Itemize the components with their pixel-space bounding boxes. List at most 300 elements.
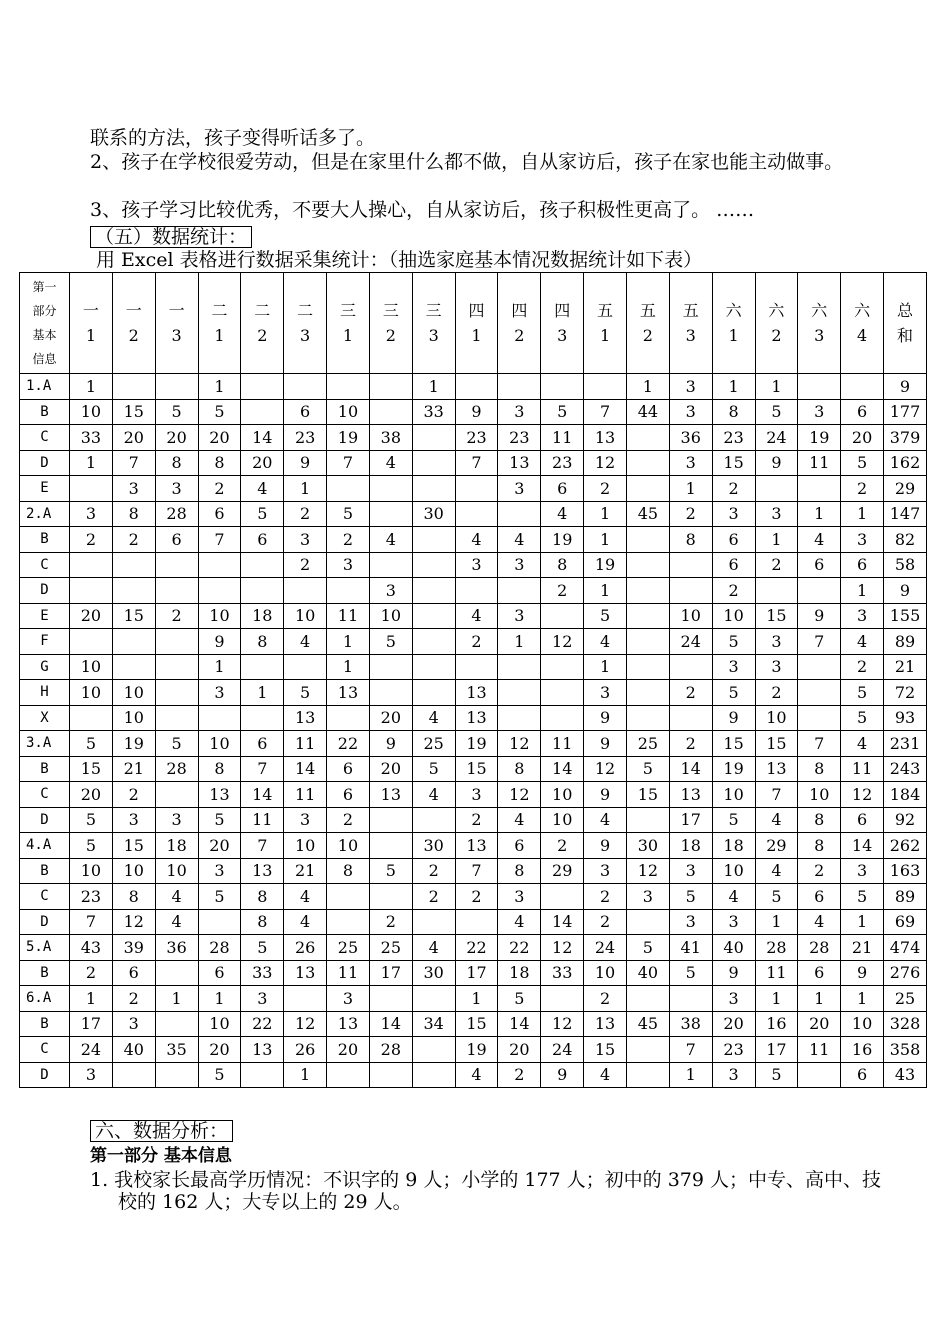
table-cell <box>541 884 584 910</box>
table-cell: 3 <box>669 450 712 476</box>
table-cell: 243 <box>884 756 927 782</box>
table-cell: 3 <box>712 501 755 527</box>
table-cell: 28 <box>798 935 841 961</box>
table-cell <box>155 578 198 604</box>
column-header <box>412 273 455 374</box>
table-cell: 89 <box>884 629 927 655</box>
table-cell <box>626 476 669 502</box>
table-cell: 474 <box>884 935 927 961</box>
table-cell <box>455 578 498 604</box>
column-header <box>755 273 798 374</box>
table-cell: 15 <box>112 833 155 859</box>
table-cell: 82 <box>884 527 927 553</box>
table-cell: 3 <box>498 884 541 910</box>
column-header <box>498 273 541 374</box>
table-cell <box>626 807 669 833</box>
table-cell: 9 <box>584 833 627 859</box>
column-header-text: 二 <box>211 301 228 320</box>
table-cell <box>241 374 284 400</box>
table-cell: 2 <box>584 476 627 502</box>
table-cell: 5 <box>327 501 370 527</box>
column-header <box>712 273 755 374</box>
table-cell: 184 <box>884 782 927 808</box>
section-6-heading-line <box>90 1120 880 1142</box>
table-row <box>20 1011 927 1037</box>
table-cell: 2 <box>284 552 327 578</box>
table-cell: 2 <box>841 654 884 680</box>
table-cell: 23 <box>712 1037 755 1063</box>
table-cell <box>412 629 455 655</box>
table-cell: 39 <box>112 935 155 961</box>
table-cell: 15 <box>712 450 755 476</box>
table-cell <box>455 374 498 400</box>
table-cell: 10 <box>841 1011 884 1037</box>
table-cell: 4 <box>498 527 541 553</box>
table-cell: 10 <box>541 782 584 808</box>
table-cell: 6 <box>712 527 755 553</box>
table-cell: 155 <box>884 603 927 629</box>
table-cell: 20 <box>369 705 412 731</box>
table-cell: 4 <box>584 807 627 833</box>
table-cell: 28 <box>155 501 198 527</box>
table-cell: 3 <box>70 1062 113 1088</box>
table-cell: 15 <box>455 1011 498 1037</box>
table-cell <box>112 552 155 578</box>
table-cell: 10 <box>541 807 584 833</box>
table-row <box>20 680 927 706</box>
column-header-text: 五 <box>682 301 699 320</box>
table-row <box>20 527 927 553</box>
table-cell: 2 <box>841 476 884 502</box>
table-cell <box>369 476 412 502</box>
table-cell: 22 <box>455 935 498 961</box>
table-cell <box>198 909 241 935</box>
table-cell: 6 <box>841 1062 884 1088</box>
row-label: D <box>20 1062 70 1088</box>
table-cell: 92 <box>884 807 927 833</box>
table-cell: 3 <box>755 501 798 527</box>
table-cell <box>284 654 327 680</box>
table-cell: 2 <box>327 527 370 553</box>
column-header <box>626 273 669 374</box>
table-cell <box>155 629 198 655</box>
table-cell: 4 <box>841 731 884 757</box>
table-row <box>20 501 927 527</box>
table-cell: 13 <box>241 1037 284 1063</box>
table-cell: 6 <box>327 782 370 808</box>
table-cell: 19 <box>541 527 584 553</box>
table-cell: 5 <box>155 731 198 757</box>
table-cell: 9 <box>841 960 884 986</box>
table-cell: 20 <box>112 425 155 451</box>
table-cell: 3 <box>455 782 498 808</box>
corner-text: 信息 <box>32 352 57 366</box>
table-cell: 25 <box>369 935 412 961</box>
table-cell: 5 <box>70 833 113 859</box>
column-header-text: 3 <box>300 326 311 345</box>
table-cell: 38 <box>369 425 412 451</box>
table-cell: 11 <box>541 731 584 757</box>
table-cell: 15 <box>755 731 798 757</box>
table-cell: 3 <box>498 603 541 629</box>
table-cell: 6 <box>841 807 884 833</box>
table-cell: 7 <box>669 1037 712 1063</box>
row-label: G <box>20 654 70 680</box>
table-cell: 358 <box>884 1037 927 1063</box>
table-cell: 3 <box>498 476 541 502</box>
table-cell: 9 <box>755 450 798 476</box>
table-cell <box>284 986 327 1012</box>
table-cell: 5 <box>712 807 755 833</box>
table-cell <box>412 807 455 833</box>
table-cell: 147 <box>884 501 927 527</box>
table-cell: 15 <box>584 1037 627 1063</box>
table-cell: 8 <box>541 552 584 578</box>
table-cell: 5 <box>755 399 798 425</box>
table-cell <box>327 1062 370 1088</box>
table-cell: 5 <box>198 399 241 425</box>
table-cell: 33 <box>541 960 584 986</box>
table-cell: 5 <box>241 501 284 527</box>
table-cell: 2 <box>584 986 627 1012</box>
table-cell: 10 <box>112 858 155 884</box>
table-cell <box>327 909 370 935</box>
column-header-text: 4 <box>857 326 868 345</box>
table-cell: 29 <box>755 833 798 859</box>
table-cell: 14 <box>841 833 884 859</box>
table-cell: 11 <box>284 782 327 808</box>
row-label: B <box>20 960 70 986</box>
table-cell <box>327 884 370 910</box>
table-cell: 5 <box>755 1062 798 1088</box>
table-cell: 262 <box>884 833 927 859</box>
table-cell: 19 <box>327 425 370 451</box>
table-row <box>20 552 927 578</box>
table-cell: 2 <box>755 552 798 578</box>
table-cell: 3 <box>241 986 284 1012</box>
table-cell: 6 <box>541 476 584 502</box>
table-cell: 18 <box>155 833 198 859</box>
table-cell: 5 <box>584 603 627 629</box>
table-cell: 1 <box>755 909 798 935</box>
table-cell <box>369 399 412 425</box>
table-cell <box>498 374 541 400</box>
table-cell: 5 <box>669 960 712 986</box>
table-cell: 38 <box>669 1011 712 1037</box>
table-cell: 5 <box>669 884 712 910</box>
table-cell: 4 <box>541 501 584 527</box>
table-cell: 4 <box>369 527 412 553</box>
table-cell: 3 <box>841 858 884 884</box>
column-header-text: 一 <box>168 301 185 320</box>
table-cell: 30 <box>626 833 669 859</box>
table-cell <box>369 680 412 706</box>
table-cell: 10 <box>70 858 113 884</box>
table-row <box>20 705 927 731</box>
table-cell: 72 <box>884 680 927 706</box>
column-header-text: 六 <box>811 301 828 320</box>
row-label: B <box>20 756 70 782</box>
table-cell <box>70 705 113 731</box>
table-cell: 2 <box>112 986 155 1012</box>
column-header <box>884 273 927 374</box>
table-cell: 3 <box>112 476 155 502</box>
table-cell: 23 <box>498 425 541 451</box>
table-cell: 17 <box>669 807 712 833</box>
table-cell: 40 <box>112 1037 155 1063</box>
column-header-text: 2 <box>642 326 653 345</box>
table-cell: 89 <box>884 884 927 910</box>
table-cell: 11 <box>798 450 841 476</box>
table-cell: 2 <box>455 807 498 833</box>
table-cell: 15 <box>112 603 155 629</box>
table-cell <box>541 705 584 731</box>
corner-text: 第一 <box>32 280 57 294</box>
table-cell: 1 <box>70 450 113 476</box>
table-cell: 40 <box>712 935 755 961</box>
table-cell: 10 <box>70 654 113 680</box>
table-cell <box>412 680 455 706</box>
table-cell: 34 <box>412 1011 455 1037</box>
table-cell: 12 <box>498 731 541 757</box>
table-cell: 25 <box>884 986 927 1012</box>
table-cell: 10 <box>327 833 370 859</box>
table-cell: 36 <box>155 935 198 961</box>
table-cell <box>669 552 712 578</box>
table-cell <box>798 476 841 502</box>
table-cell <box>241 705 284 731</box>
table-cell: 8 <box>112 501 155 527</box>
table-cell <box>755 578 798 604</box>
table-row <box>20 858 927 884</box>
table-cell: 19 <box>798 425 841 451</box>
table-cell: 3 <box>669 374 712 400</box>
table-cell: 3 <box>712 986 755 1012</box>
table-cell <box>155 705 198 731</box>
table-cell <box>369 807 412 833</box>
table-cell: 177 <box>884 399 927 425</box>
table-cell: 7 <box>798 629 841 655</box>
table-cell: 14 <box>241 782 284 808</box>
table-cell: 8 <box>241 909 284 935</box>
row-label: B <box>20 858 70 884</box>
table-cell: 16 <box>755 1011 798 1037</box>
column-header <box>841 273 884 374</box>
table-cell: 14 <box>498 1011 541 1037</box>
table-cell: 25 <box>327 935 370 961</box>
table-cell: 3 <box>798 399 841 425</box>
column-header-text: 1 <box>728 326 739 345</box>
table-cell: 4 <box>241 476 284 502</box>
table-cell: 5 <box>841 450 884 476</box>
table-cell <box>112 1062 155 1088</box>
table-cell <box>155 1011 198 1037</box>
table-cell: 5 <box>70 807 113 833</box>
table-cell: 12 <box>841 782 884 808</box>
table-cell <box>798 374 841 400</box>
table-cell: 41 <box>669 935 712 961</box>
table-cell: 23 <box>70 884 113 910</box>
table-cell: 12 <box>284 1011 327 1037</box>
table-cell: 6 <box>327 756 370 782</box>
table-cell: 58 <box>884 552 927 578</box>
table-cell <box>198 552 241 578</box>
table-cell: 9 <box>798 603 841 629</box>
column-header <box>112 273 155 374</box>
table-cell <box>626 552 669 578</box>
table-cell <box>155 960 198 986</box>
section-5-heading-line <box>90 226 880 248</box>
table-cell: 5 <box>841 680 884 706</box>
table-cell: 3 <box>284 527 327 553</box>
table-cell <box>369 654 412 680</box>
table-cell: 15 <box>70 756 113 782</box>
table-cell: 21 <box>841 935 884 961</box>
column-header-text: 2 <box>514 326 525 345</box>
table-cell: 20 <box>198 1037 241 1063</box>
table-cell: 15 <box>112 399 155 425</box>
table-cell: 25 <box>626 731 669 757</box>
row-label: D <box>20 578 70 604</box>
table-cell: 20 <box>798 1011 841 1037</box>
table-cell <box>412 450 455 476</box>
table-cell: 20 <box>198 833 241 859</box>
table-cell: 3 <box>70 501 113 527</box>
table-cell: 2 <box>284 501 327 527</box>
table-cell: 21 <box>112 756 155 782</box>
table-row <box>20 1062 927 1088</box>
table-cell <box>155 680 198 706</box>
table-cell: 9 <box>541 1062 584 1088</box>
part-1-heading: 第一部分 基本信息 <box>90 1146 232 1166</box>
table-cell <box>455 654 498 680</box>
table-cell <box>412 603 455 629</box>
table-cell: 20 <box>841 425 884 451</box>
column-header <box>798 273 841 374</box>
table-header-row <box>20 273 927 374</box>
column-header-text: 六 <box>725 301 742 320</box>
table-cell: 8 <box>798 756 841 782</box>
table-cell: 1 <box>198 374 241 400</box>
table-cell <box>498 654 541 680</box>
table-cell: 24 <box>755 425 798 451</box>
table-cell: 19 <box>584 552 627 578</box>
column-header <box>327 273 370 374</box>
table-cell: 3 <box>455 552 498 578</box>
table-cell <box>626 986 669 1012</box>
table-cell: 2 <box>541 833 584 859</box>
table-cell <box>626 578 669 604</box>
table-cell <box>369 374 412 400</box>
table-cell: 3 <box>112 807 155 833</box>
column-header-text: 1 <box>214 326 225 345</box>
table-cell: 18 <box>498 960 541 986</box>
column-header <box>541 273 584 374</box>
table-cell: 43 <box>884 1062 927 1088</box>
table-cell: 2 <box>112 782 155 808</box>
table-cell: 3 <box>669 858 712 884</box>
column-header-text: 四 <box>468 301 485 320</box>
table-cell: 7 <box>327 450 370 476</box>
table-cell: 10 <box>798 782 841 808</box>
table-cell: 2 <box>798 858 841 884</box>
corner-text: 部分 <box>32 304 57 318</box>
table-cell: 12 <box>541 629 584 655</box>
table-cell <box>584 374 627 400</box>
table-cell: 2 <box>755 680 798 706</box>
table-cell: 5 <box>284 680 327 706</box>
table-cell: 69 <box>884 909 927 935</box>
table-row <box>20 833 927 859</box>
table-cell <box>241 399 284 425</box>
column-header-text: 六 <box>854 301 871 320</box>
row-label: E <box>20 476 70 502</box>
table-cell: 11 <box>841 756 884 782</box>
section-5-heading: （五）数据统计： <box>90 226 252 248</box>
table-cell: 4 <box>755 858 798 884</box>
table-row <box>20 654 927 680</box>
table-cell: 1 <box>584 578 627 604</box>
column-header-text: 和 <box>897 326 914 345</box>
table-cell: 8 <box>112 884 155 910</box>
table-cell <box>327 578 370 604</box>
table-cell: 9 <box>712 705 755 731</box>
table-cell: 8 <box>712 399 755 425</box>
table-cell: 23 <box>284 425 327 451</box>
table-cell <box>327 374 370 400</box>
column-header-text: 1 <box>85 326 97 345</box>
column-header-text: 三 <box>425 301 442 320</box>
table-cell: 1 <box>327 629 370 655</box>
row-label: C <box>20 782 70 808</box>
table-cell: 2 <box>712 578 755 604</box>
table-cell <box>369 1062 412 1088</box>
table-cell: 21 <box>884 654 927 680</box>
table-cell: 4 <box>369 450 412 476</box>
table-cell: 4 <box>455 603 498 629</box>
paragraph-1: 联系的方法，孩子变得听话多了。 <box>90 127 376 149</box>
table-cell: 24 <box>70 1037 113 1063</box>
table-cell: 14 <box>284 756 327 782</box>
table-cell <box>369 833 412 859</box>
column-header <box>70 273 113 374</box>
table-cell: 28 <box>198 935 241 961</box>
table-cell <box>498 501 541 527</box>
table-cell <box>669 986 712 1012</box>
table-cell <box>70 578 113 604</box>
table-row <box>20 374 927 400</box>
table-cell: 1 <box>755 374 798 400</box>
table-cell: 11 <box>541 425 584 451</box>
table-cell <box>198 578 241 604</box>
table-cell: 4 <box>498 909 541 935</box>
table-cell: 7 <box>70 909 113 935</box>
table-cell <box>541 986 584 1012</box>
table-cell: 20 <box>369 756 412 782</box>
table-cell: 17 <box>70 1011 113 1037</box>
table-cell: 19 <box>455 731 498 757</box>
table-cell: 5 <box>712 629 755 655</box>
table-cell: 3 <box>198 680 241 706</box>
table-cell <box>455 909 498 935</box>
table-cell: 3 <box>155 476 198 502</box>
table-cell: 1 <box>498 629 541 655</box>
table-cell: 11 <box>755 960 798 986</box>
table-cell: 4 <box>755 807 798 833</box>
table-cell <box>412 909 455 935</box>
table-cell: 13 <box>327 1011 370 1037</box>
table-cell: 7 <box>455 450 498 476</box>
